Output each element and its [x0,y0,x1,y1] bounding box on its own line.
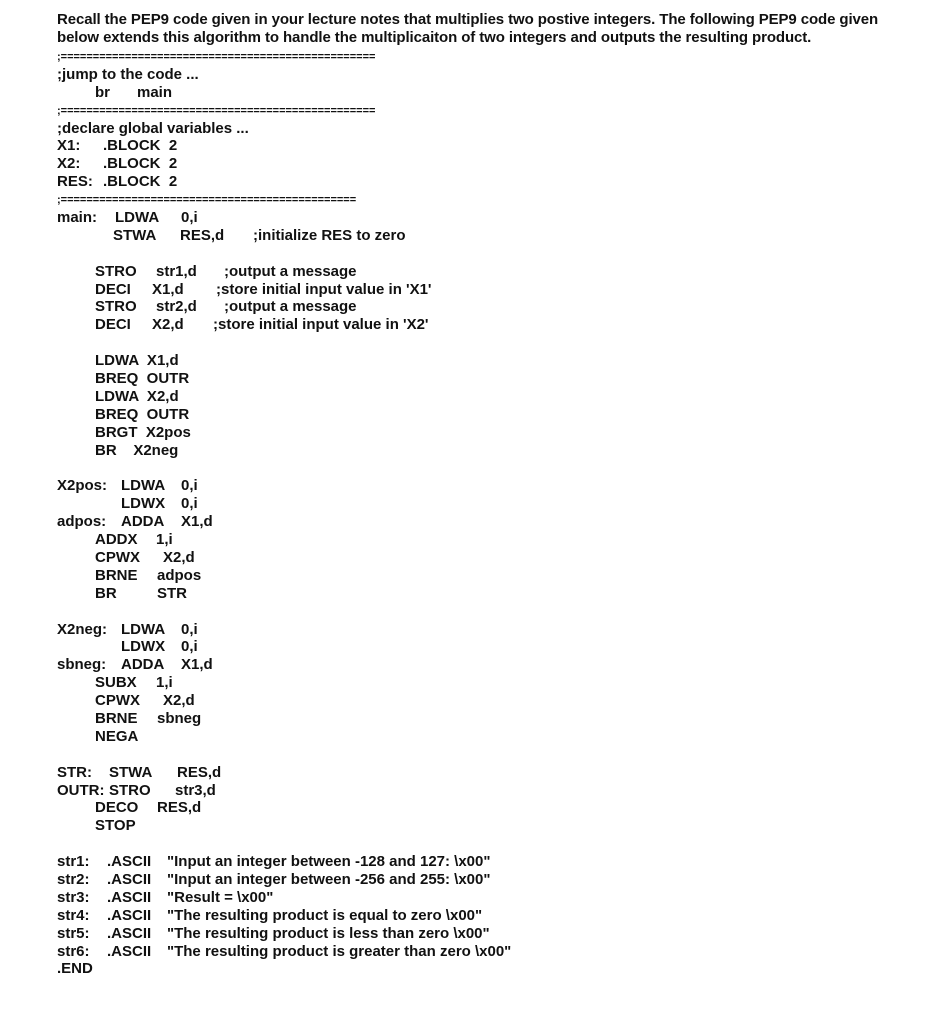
code-token: ;store initial input value in 'X2' [213,316,429,334]
code-token: ;initialize RES to zero [253,226,406,244]
code-line [57,656,887,674]
code-token: .ASCII [107,906,152,924]
code-line [57,638,887,656]
code-token: DECO [95,799,139,817]
code-token: str6: [57,942,90,960]
code-line [57,513,887,531]
code-token: .ASCII [107,853,152,871]
code-line [57,621,887,639]
blank-line [57,245,887,263]
code-line [57,710,887,728]
code-token: .ASCII [107,888,152,906]
code-token: RES,d [180,226,225,244]
code-line [57,84,887,102]
code-line [57,782,887,800]
code-token: X1: [57,137,81,155]
code-token: 1,i [156,674,173,692]
code-token: 0,i [181,495,198,513]
code-line [57,137,887,155]
code-line [57,853,887,871]
code-token: .ASCII [107,942,152,960]
code-line [57,692,887,710]
code-token: X2neg: [57,620,108,638]
code-line [57,531,887,549]
code-token: CPWX [95,692,140,710]
code-token: sbneg [157,709,202,727]
code-listing [57,48,887,978]
code-line [57,889,887,907]
code-line [57,227,887,245]
code-line [57,799,887,817]
code-token: LDWX [121,495,166,513]
code-line [57,907,887,925]
code-token: RES,d [157,799,202,817]
code-token: main [137,83,173,101]
code-token: str2: [57,870,90,888]
code-token: adpos [157,566,202,584]
code-token: LDWA [115,209,160,227]
code-token: 0,i [181,209,198,227]
code-token: .END [57,960,93,978]
code-token: STRO [95,262,137,280]
code-token: sbneg: [57,656,107,674]
code-token: X2,d [163,692,195,710]
blank-line [57,746,887,764]
code-token: DECI [95,316,131,334]
separator-line [57,102,887,120]
code-token: BRNE [95,709,138,727]
code-token: str1,d [156,262,197,280]
code-line [57,477,887,495]
code-token: STWA [109,763,153,781]
code-token: 0,i [181,620,198,638]
code-token: "The resulting product is equal to zero \x00" [167,906,483,924]
code-token: OUTR: [57,781,105,799]
code-token: 1,i [156,531,173,549]
code-token: X2: [57,155,81,173]
code-line [57,155,887,173]
code-token: "Result = \x00" [167,888,274,906]
code-token: str3: [57,888,90,906]
separator-text: ;================================================= [57,104,376,117]
code-token: BREQ OUTR [95,370,190,388]
code-token: ;declare global variables ... [57,119,249,137]
blank-line [57,835,887,853]
code-line [57,585,887,603]
code-token: STOP [95,817,136,835]
code-line [57,925,887,943]
code-line [57,674,887,692]
code-token: X1,d [152,280,184,298]
code-token: LDWA X1,d [95,352,179,370]
code-token: .BLOCK 2 [103,137,178,155]
code-token: ADDA [121,513,165,531]
code-token: STRO [95,298,137,316]
code-token: "The resulting product is less than zero \x00" [167,924,490,942]
code-token: X1,d [181,656,213,674]
code-token: str3,d [175,781,216,799]
code-token: 0,i [181,638,198,656]
code-token: NEGA [95,727,139,745]
code-token: STR: [57,763,92,781]
code-token: X2,d [152,316,184,334]
code-token: RES,d [177,763,222,781]
code-line [57,316,887,334]
code-token: main: [57,209,98,227]
code-token: "Input an integer between -256 and 255: \x00" [167,870,491,888]
code-line [57,442,887,460]
code-token: X1,d [181,513,213,531]
code-token: "Input an integer between -128 and 127: \x00" [167,853,491,871]
code-token: .ASCII [107,924,152,942]
code-token: str5: [57,924,90,942]
code-token: LDWA [121,477,166,495]
code-line [57,495,887,513]
code-token: ADDX [95,531,138,549]
code-token: BRNE [95,566,138,584]
code-token: 0,i [181,477,198,495]
code-line [57,871,887,889]
code-token: str1: [57,853,90,871]
code-token: ;store initial input value in 'X1' [216,280,432,298]
code-line [57,728,887,746]
code-token: LDWA [121,620,166,638]
code-line [57,298,887,316]
code-token: LDWA X2,d [95,387,179,405]
code-line [57,406,887,424]
code-token: adpos: [57,513,107,531]
code-line [57,263,887,281]
code-line [57,370,887,388]
code-token: CPWX [95,548,140,566]
separator-line [57,191,887,209]
separator-line [57,48,887,66]
code-token: STR [157,584,187,602]
code-token: DECI [95,280,131,298]
code-line [57,209,887,227]
code-token: ;output a message [224,298,357,316]
code-token: ;jump to the code ... [57,65,199,83]
code-line [57,549,887,567]
code-token: br [95,83,110,101]
code-token: "The resulting product is greater than zero \x00" [167,942,512,960]
blank-line [57,459,887,477]
code-token: BRGT X2pos [95,423,191,441]
code-token: ;output a message [224,262,357,280]
code-token: ADDA [121,656,165,674]
code-token: X2,d [163,548,195,566]
code-token: .ASCII [107,870,152,888]
separator-text: ;============================================== [57,194,357,207]
code-token: BR X2neg [95,441,179,459]
code-line [57,281,887,299]
code-line [57,764,887,782]
code-token: str4: [57,906,90,924]
code-token: BR [95,584,117,602]
code-line [57,173,887,191]
code-token: STWA [113,226,157,244]
intro-paragraph: Recall the PEP9 code given in your lecture notes that multiplies two postive integers. The following PEP9 code given below extends this algorithm to handle the multiplicaiton of two integers and outputs the resulting product. [57,11,879,46]
code-line [57,120,887,138]
code-token: .BLOCK 2 [103,155,178,173]
blank-line [57,334,887,352]
code-token: .BLOCK 2 [103,173,178,191]
code-token: X2pos: [57,477,108,495]
code-token: BREQ OUTR [95,405,190,423]
code-line [57,567,887,585]
code-token: STRO [109,781,151,799]
code-token: SUBX [95,674,137,692]
code-token: str2,d [156,298,197,316]
code-line [57,352,887,370]
code-line [57,388,887,406]
code-token: RES: [57,173,93,191]
blank-line [57,603,887,621]
code-line [57,960,887,978]
code-line [57,943,887,961]
code-line [57,66,887,84]
code-line [57,424,887,442]
code-line [57,817,887,835]
code-token: LDWX [121,638,166,656]
separator-text: ;================================================= [57,51,376,63]
document [57,11,887,978]
